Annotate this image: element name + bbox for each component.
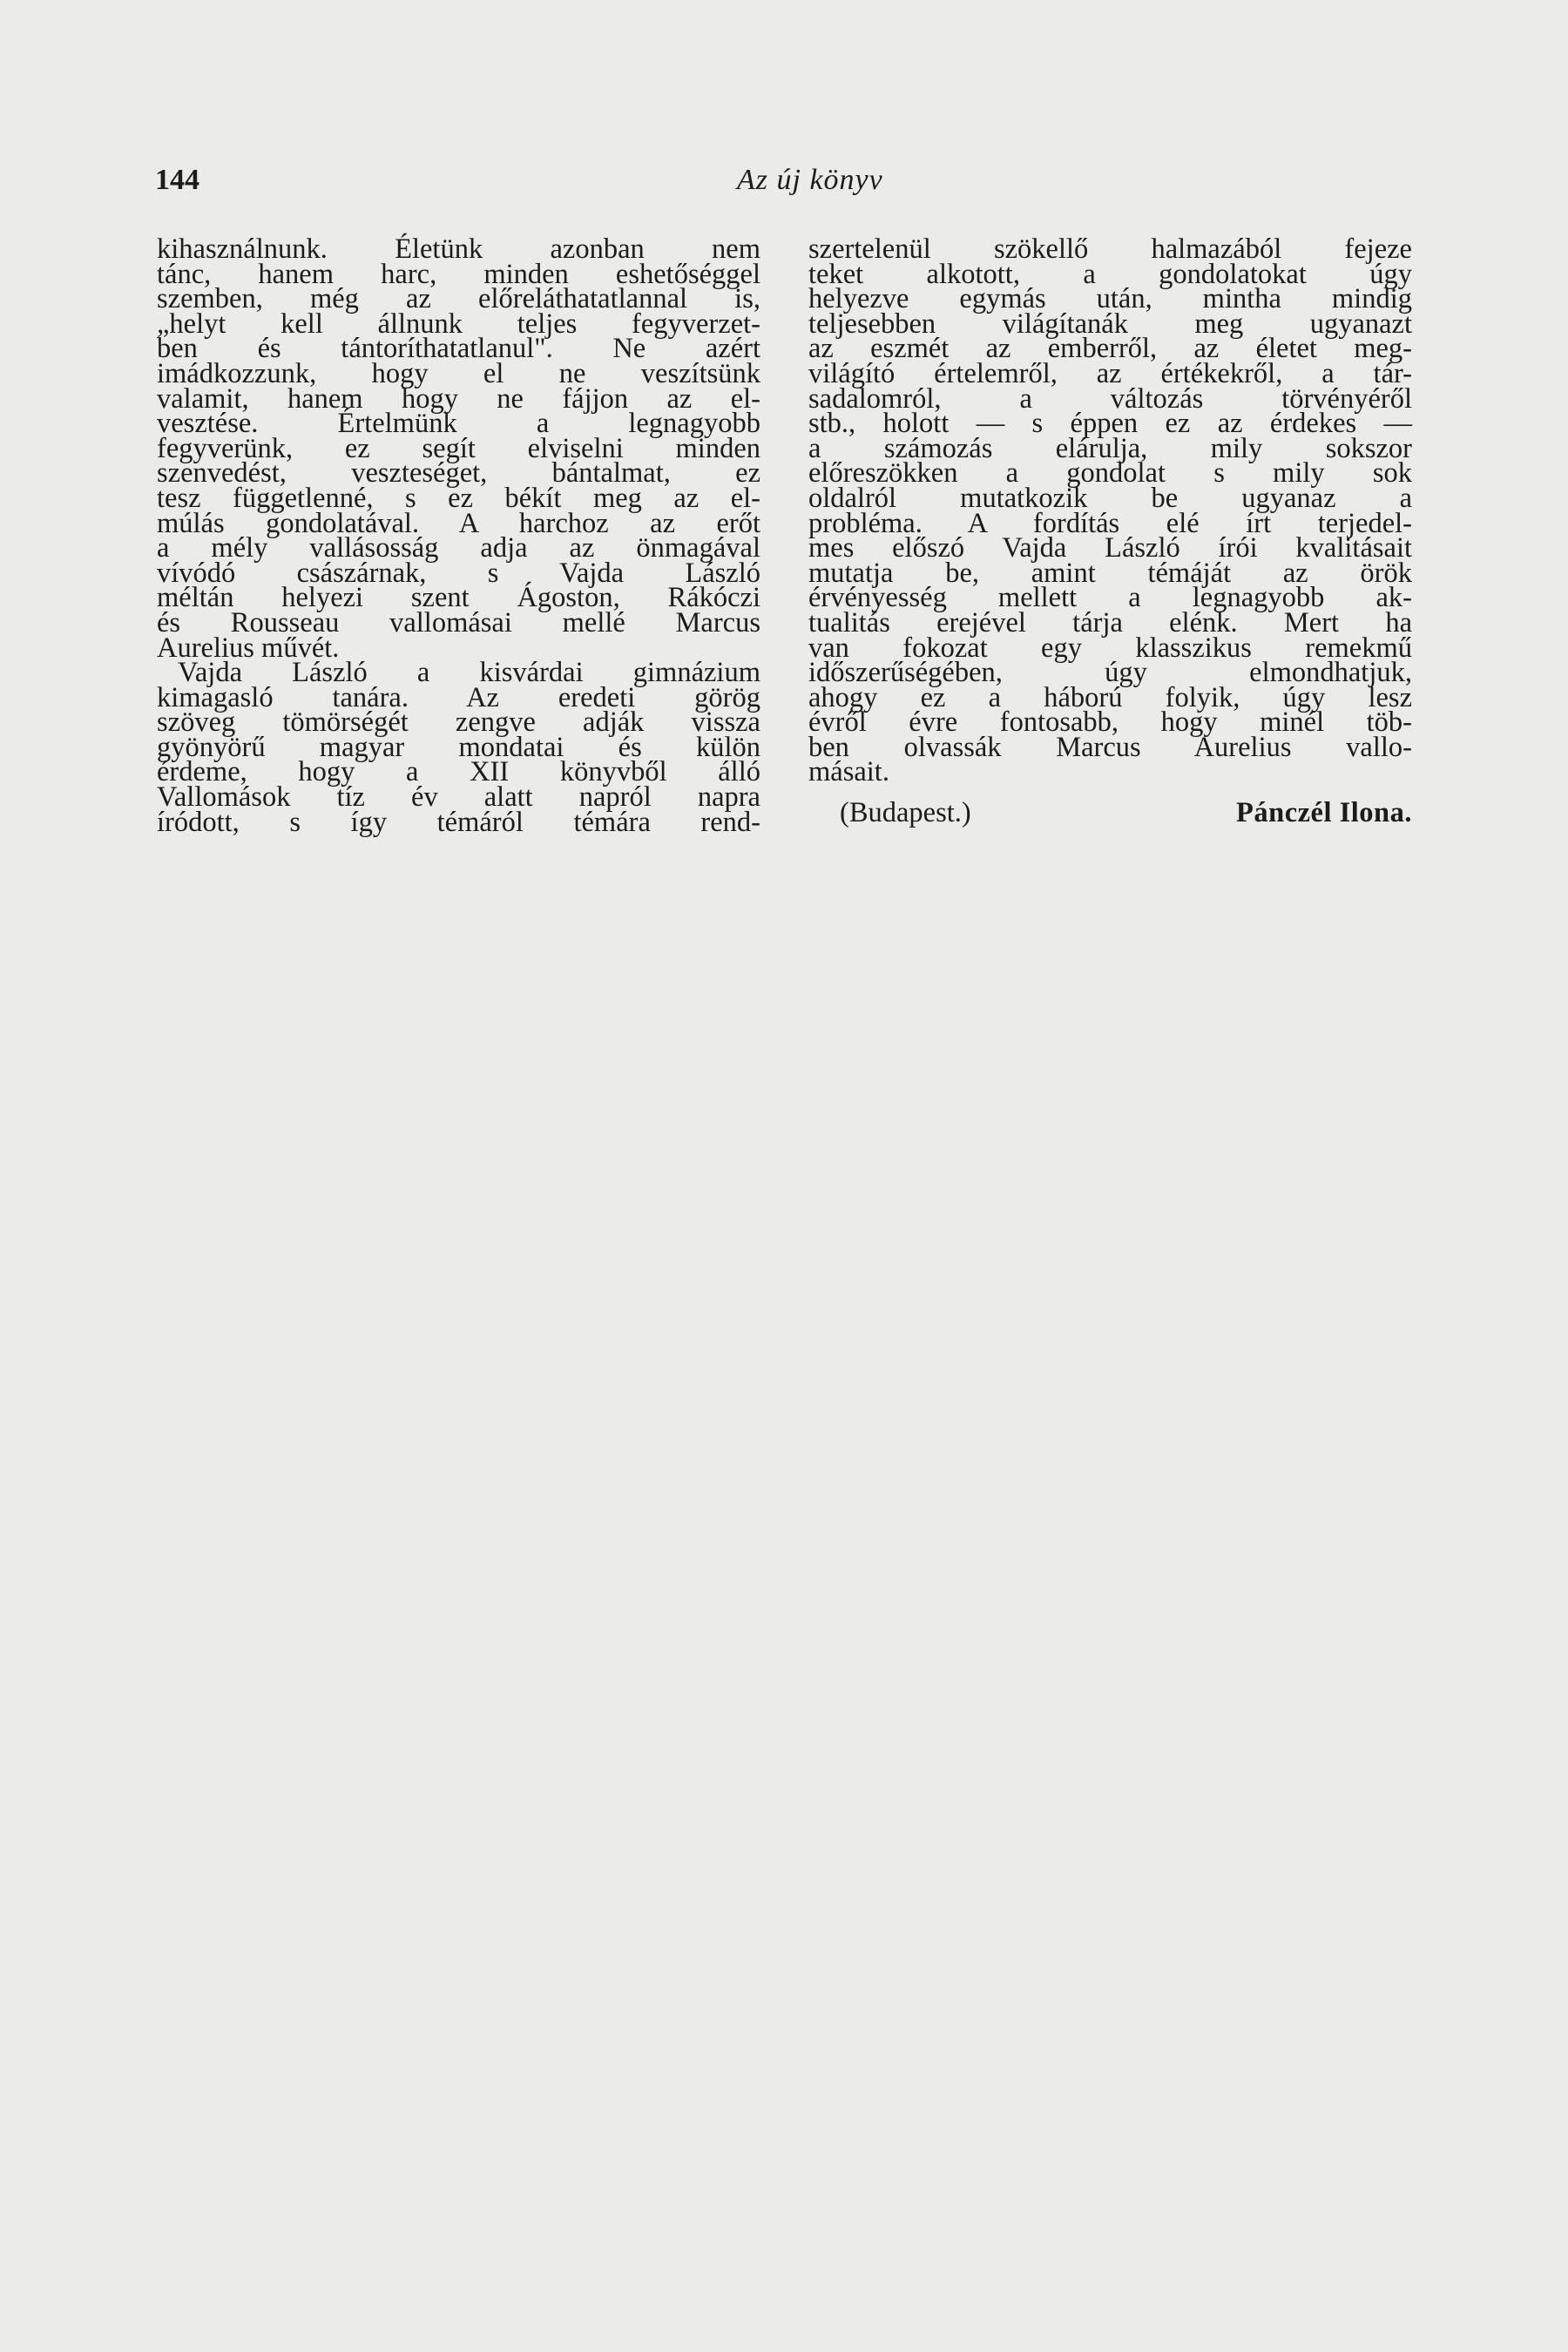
text-line: tesz függetlenné, s ez békít meg az el- xyxy=(157,482,760,514)
text-line: mutatja be, amint témáját az örök xyxy=(808,557,1412,589)
text-line: sadalomról, a változás törvényéről xyxy=(808,382,1412,415)
text-line: előreszökken a gondolat s mily sok xyxy=(808,457,1412,490)
text-line: érvényesség mellett a legnagyobb ak- xyxy=(808,582,1412,614)
signature-author: Pánczél Ilona. xyxy=(1236,797,1412,829)
text-line: „helyt kell állnunk teljes fegyverzet- xyxy=(157,308,760,340)
text-line: teljesebben világítanák meg ugyanazt xyxy=(808,308,1412,340)
text-line-paragraph-end: Aurelius művét. xyxy=(157,632,340,664)
text-line: évről évre fontosabb, hogy minél töb- xyxy=(808,706,1412,739)
left-text-column xyxy=(157,233,760,838)
text-line: gyönyörű magyar mondatai és külön xyxy=(157,731,760,763)
text-line: szertelenül szökellő halmazából fejeze xyxy=(808,233,1412,265)
text-line: ahogy ez a háború folyik, úgy lesz xyxy=(808,681,1412,713)
text-line-paragraph-end: másait. xyxy=(808,756,889,788)
text-line: időszerűségében, úgy elmondhatjuk, xyxy=(808,657,1412,689)
text-line: helyezve egymás után, mintha mindig xyxy=(808,283,1412,315)
text-line: méltán helyezi szent Ágoston, Rákóczi xyxy=(157,582,760,614)
text-line: mes előszó Vajda László írói kvalitásait xyxy=(808,532,1412,564)
text-line: vesztése. Értelmünk a legnagyobb xyxy=(157,408,760,440)
signature-place: (Budapest.) xyxy=(840,797,971,829)
text-line: tualitás erejével tárja elénk. Mert ha xyxy=(808,606,1412,639)
text-line: stb., holott — s éppen ez az érdekes — xyxy=(808,408,1412,440)
text-line: ben olvassák Marcus Aurelius vallo- xyxy=(808,731,1412,763)
text-line: probléma. A fordítás elé írt terjedel- xyxy=(808,507,1412,539)
right-text-column xyxy=(808,233,1412,835)
text-line: szöveg tömörségét zengve adják vissza xyxy=(157,706,760,739)
text-line: érdeme, hogy a XII könyvből álló xyxy=(157,756,760,788)
text-line: tánc, hanem harc, minden eshetőséggel xyxy=(157,258,760,290)
text-line: és Rousseau vallomásai mellé Marcus xyxy=(157,606,760,639)
text-line: világító értelemről, az értékekről, a tár- xyxy=(808,357,1412,389)
text-line: kimagasló tanára. Az eredeti görög xyxy=(157,681,760,713)
text-line: szemben, még az előreláthatatlannal is, xyxy=(157,283,760,315)
text-line: fegyverünk, ez segít elviselni minden xyxy=(157,432,760,464)
text-line: oldalról mutatkozik be ugyanaz a xyxy=(808,482,1412,514)
running-title: Az új könyv xyxy=(737,164,883,196)
text-line: szenvedést, veszteséget, bántalmat, ez xyxy=(157,457,760,490)
text-line: kihasználnunk. Életünk azonban nem xyxy=(157,233,760,265)
text-line: íródott, s így témáról témára rend- xyxy=(157,806,760,838)
text-line: múlás gondolatával. A harchoz az erőt xyxy=(157,507,760,539)
text-line: van fokozat egy klasszikus remekmű xyxy=(808,632,1412,664)
text-line: imádkozzunk, hogy el ne veszítsünk xyxy=(157,357,760,389)
text-line: ben és tántoríthatatlanul". Ne azért xyxy=(157,333,760,365)
text-line: vívódó császárnak, s Vajda László xyxy=(157,557,760,589)
text-line: valamit, hanem hogy ne fájjon az el- xyxy=(157,382,760,415)
text-line-paragraph-start: Vajda László a kisvárdai gimnázium xyxy=(178,657,760,689)
text-line: a mély vallásosság adja az önmagával xyxy=(157,532,760,564)
text-line: az eszmét az emberről, az életet meg- xyxy=(808,333,1412,365)
text-line: teket alkotott, a gondolatokat úgy xyxy=(808,258,1412,290)
text-line: Vallomások tíz év alatt napról napra xyxy=(157,781,760,814)
page-number: 144 xyxy=(155,164,199,196)
signature-line xyxy=(808,797,1412,835)
page-header xyxy=(155,164,1418,207)
text-line: a számozás elárulja, mily sokszor xyxy=(808,432,1412,464)
